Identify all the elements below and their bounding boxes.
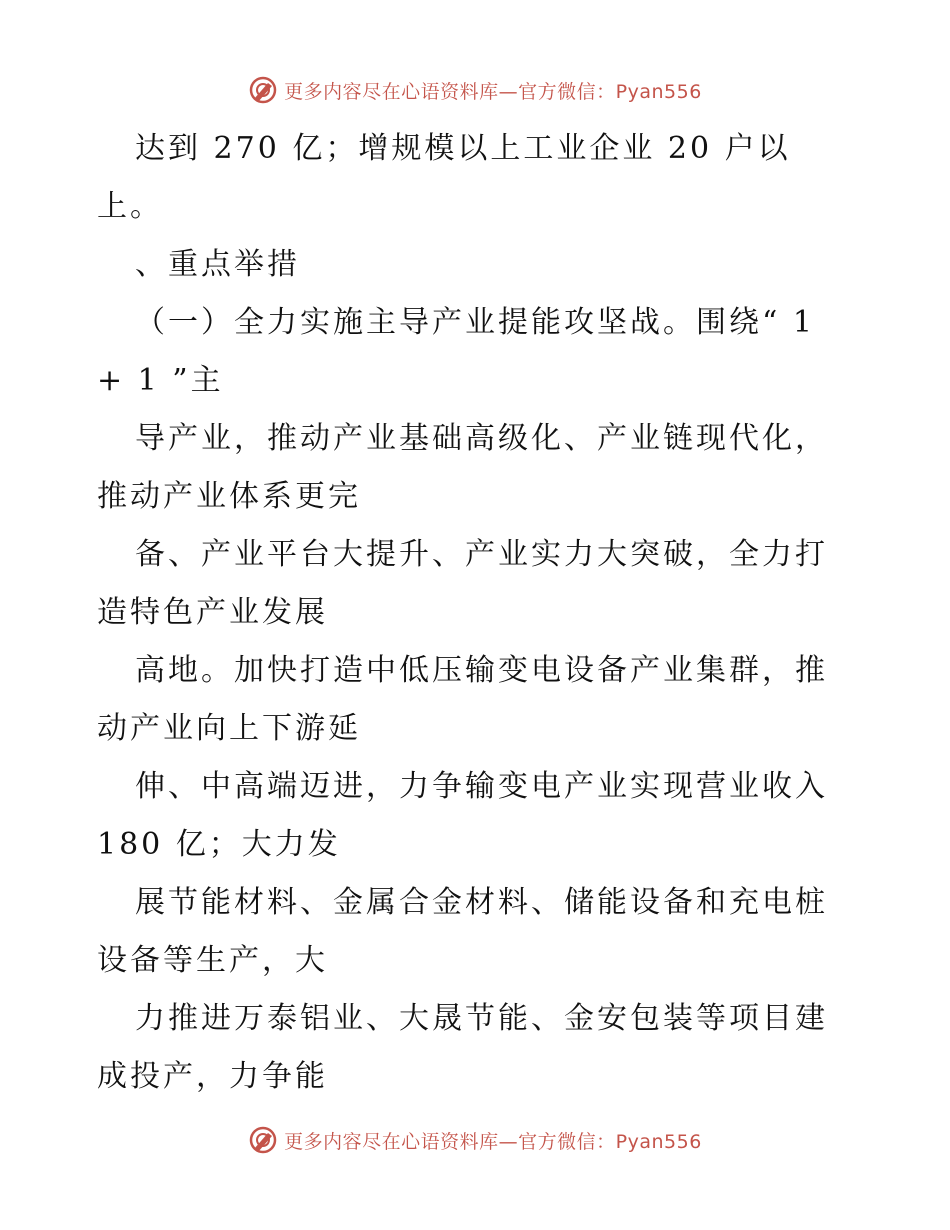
- pen-logo-icon: [248, 1125, 278, 1155]
- text-line: 展节能材料、金属合金材料、储能设备和充电桩: [135, 885, 828, 920]
- text-line: 高地。加快打造中低压输变电设备产业集群，推: [135, 653, 828, 688]
- text-line: 成投产，力争能: [97, 1059, 328, 1094]
- pen-logo-icon: [248, 75, 278, 105]
- footer-watermark: [0, 1120, 950, 1160]
- text-line: 推动产业体系更完: [97, 479, 361, 514]
- document-body: [97, 120, 857, 1106]
- text-line: 备、产业平台大提升、产业实力大突破，全力打: [135, 537, 828, 572]
- text-line: 达到 270 亿；增规模以上工业企业 20 户以: [135, 131, 791, 166]
- header-watermark: [0, 70, 950, 110]
- text-line: （一）全力实施主导产业提能攻坚战。围绕“ 1: [135, 305, 815, 340]
- text-line: 180 亿；大力发: [97, 827, 341, 862]
- text-line: 动产业向上下游延: [97, 711, 361, 746]
- text-line: 力推进万泰铝业、大晟节能、金安包装等项目建: [135, 1001, 828, 1036]
- text-line: + 1 ”主: [97, 363, 224, 398]
- text-line: 、重点举措: [135, 247, 300, 282]
- text-line: 伸、中高端迈进，力争输变电产业实现营业收入: [135, 769, 828, 804]
- text-line: 上。: [97, 189, 163, 224]
- text-line: 造特色产业发展: [97, 595, 328, 630]
- text-line: 导产业，推动产业基础高级化、产业链现代化，: [135, 421, 828, 456]
- text-line: 设备等生产，大: [97, 943, 328, 978]
- watermark-text: 更多内容尽在心语资料库—官方微信：Pyan556: [284, 80, 702, 103]
- watermark-text: 更多内容尽在心语资料库—官方微信：Pyan556: [284, 1130, 702, 1153]
